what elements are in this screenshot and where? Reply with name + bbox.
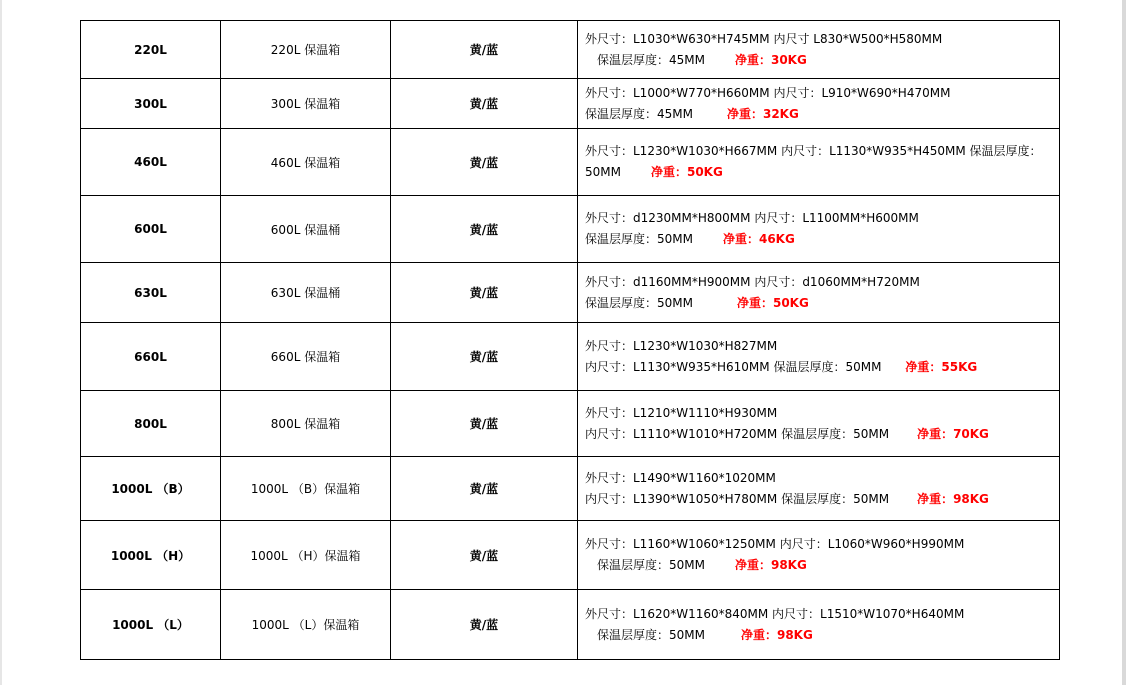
capacity-cell: 660L	[81, 323, 221, 391]
product-name-cell: 300L 保温箱	[221, 79, 391, 129]
spec-cell	[578, 263, 1060, 323]
spec-cell	[578, 457, 1060, 521]
net-weight: 净重：70KG	[917, 426, 989, 441]
product-name-cell: 460L 保温箱	[221, 129, 391, 196]
table-row	[81, 263, 1060, 323]
color-cell: 黄/蓝	[391, 263, 578, 323]
insulation-text: 内尺寸：L1110*W1010*H720MM 保温层厚度：50MM	[585, 426, 890, 441]
insulation-text: 保温层厚度：45MM	[585, 106, 693, 121]
spec-line: 外尺寸：L1230*W1030*H667MM 内尺寸：L1130*W935*H450MM 保温层厚度：	[585, 144, 1042, 158]
table-row	[81, 79, 1060, 129]
color-cell: 黄/蓝	[391, 521, 578, 590]
table-row	[81, 391, 1060, 457]
spec-line	[585, 625, 1059, 646]
color-cell: 黄/蓝	[391, 129, 578, 196]
net-weight: 净重：50KG	[650, 165, 723, 179]
capacity-cell: 1000L （L）	[81, 590, 221, 660]
spec-cell	[578, 323, 1060, 391]
color-cell: 黄/蓝	[391, 323, 578, 391]
spec-line	[585, 104, 1059, 125]
spec-line	[585, 424, 1059, 445]
table-row	[81, 590, 1060, 660]
spec-line: 外尺寸：L1620*W1160*840MM 内尺寸：L1510*W1070*H640MM	[585, 606, 965, 621]
insulation-text: 保温层厚度：50MM	[585, 295, 693, 310]
spec-line	[585, 50, 1059, 71]
color-cell: 黄/蓝	[391, 21, 578, 79]
insulation-text: 保温层厚度：50MM	[585, 232, 693, 246]
spec-line	[585, 162, 1059, 183]
spec-line: 外尺寸：L1160*W1060*1250MM 内尺寸：L1060*W960*H990MM	[585, 537, 965, 551]
spec-cell	[578, 79, 1060, 129]
insulation-text: 保温层厚度：50MM	[597, 558, 705, 572]
capacity-cell: 300L	[81, 79, 221, 129]
spec-cell	[578, 196, 1060, 263]
product-name-cell: 220L 保温箱	[221, 21, 391, 79]
spec-table	[80, 20, 1060, 660]
right-scrollbar[interactable]	[1122, 0, 1126, 685]
spec-line	[585, 293, 1059, 314]
product-name-cell: 630L 保温桶	[221, 263, 391, 323]
net-weight: 净重：32KG	[726, 106, 799, 121]
left-edge	[0, 0, 2, 685]
spec-line: 外尺寸：d1230MM*H800MM 内尺寸：L1100MM*H600MM	[585, 211, 919, 225]
table-row	[81, 129, 1060, 196]
spec-line	[585, 489, 1059, 510]
product-name-cell: 1000L （B）保温箱	[221, 457, 391, 521]
net-weight: 净重：46KG	[722, 232, 795, 246]
spec-line: 外尺寸：L1210*W1110*H930MM	[585, 405, 778, 420]
spec-cell	[578, 590, 1060, 660]
net-weight: 净重：98KG	[734, 558, 807, 572]
insulation-text: 保温层厚度：50MM	[597, 627, 705, 642]
capacity-cell: 800L	[81, 391, 221, 457]
capacity-cell: 220L	[81, 21, 221, 79]
color-cell: 黄/蓝	[391, 391, 578, 457]
spec-line: 外尺寸：L1030*W630*H745MM 内尺寸 L830*W500*H580MM	[585, 31, 943, 46]
insulation-text: 50MM	[585, 165, 621, 179]
spec-line	[585, 357, 1059, 378]
spec-line: 外尺寸：L1000*W770*H660MM 内尺寸：L910*W690*H470MM	[585, 85, 951, 100]
capacity-cell: 460L	[81, 129, 221, 196]
table-row	[81, 457, 1060, 521]
table-row	[81, 521, 1060, 590]
spec-line	[585, 229, 1059, 250]
product-name-cell: 600L 保温桶	[221, 196, 391, 263]
color-cell: 黄/蓝	[391, 79, 578, 129]
net-weight: 净重：98KG	[740, 627, 813, 642]
capacity-cell: 600L	[81, 196, 221, 263]
product-name-cell: 1000L （H）保温箱	[221, 521, 391, 590]
net-weight: 净重：30KG	[734, 52, 807, 67]
color-cell: 黄/蓝	[391, 196, 578, 263]
spec-cell	[578, 521, 1060, 590]
net-weight: 净重：50KG	[736, 295, 809, 310]
spec-line	[585, 555, 1059, 576]
product-name-cell: 1000L （L）保温箱	[221, 590, 391, 660]
net-weight: 净重：98KG	[917, 491, 989, 506]
spec-line: 外尺寸：L1490*W1160*1020MM	[585, 470, 776, 485]
color-cell: 黄/蓝	[391, 457, 578, 521]
color-cell: 黄/蓝	[391, 590, 578, 660]
table-row	[81, 196, 1060, 263]
spec-cell	[578, 129, 1060, 196]
spec-line: 外尺寸：L1230*W1030*H827MM	[585, 338, 778, 353]
insulation-text: 内尺寸：L1130*W935*H610MM 保温层厚度：50MM	[585, 359, 882, 374]
product-name-cell: 660L 保温箱	[221, 323, 391, 391]
capacity-cell: 1000L （B）	[81, 457, 221, 521]
table-row	[81, 21, 1060, 79]
net-weight: 净重：55KG	[905, 359, 978, 374]
capacity-cell: 1000L （H）	[81, 521, 221, 590]
spec-line: 外尺寸：d1160MM*H900MM 内尺寸：d1060MM*H720MM	[585, 274, 920, 289]
spec-cell	[578, 21, 1060, 79]
insulation-text: 保温层厚度：45MM	[597, 52, 705, 67]
spec-cell	[578, 391, 1060, 457]
insulation-text: 内尺寸：L1390*W1050*H780MM 保温层厚度：50MM	[585, 491, 890, 506]
capacity-cell: 630L	[81, 263, 221, 323]
product-name-cell: 800L 保温箱	[221, 391, 391, 457]
table-row	[81, 323, 1060, 391]
